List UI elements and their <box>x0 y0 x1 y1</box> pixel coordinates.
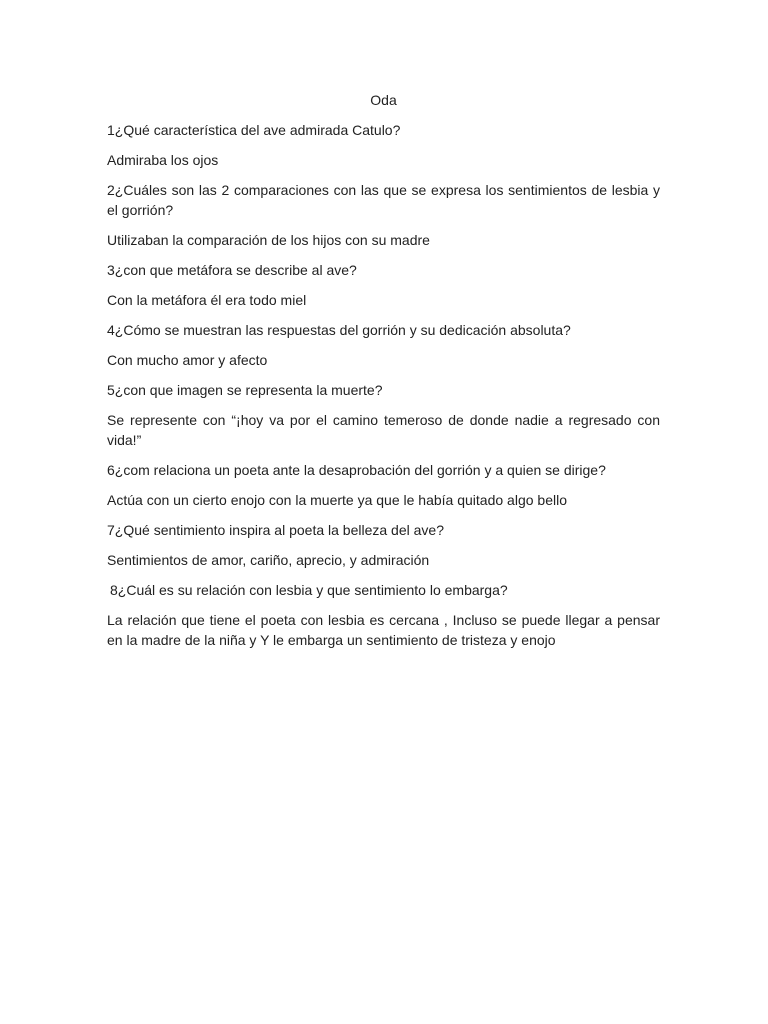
document-body <box>107 90 660 660</box>
question-8: 8¿Cuál es su relación con lesbia y que sentimiento lo embarga? <box>110 582 508 598</box>
question-6: 6¿com relaciona un poeta ante la desaprobación del gorrión y a quien se dirige? <box>107 462 606 478</box>
question-1: 1¿Qué característica del ave admirada Catulo? <box>107 122 401 138</box>
answer-8: La relación que tiene el poeta con lesbia es cercana , Incluso se puede llegar a pensar en la madre de la niña y Y le embarga un sentimiento de tristeza y enojo <box>107 612 660 648</box>
document-title: Oda <box>370 92 397 108</box>
question-7: 7¿Qué sentimiento inspira al poeta la belleza del ave? <box>107 522 444 538</box>
question-5: 5¿con que imagen se representa la muerte? <box>107 382 383 398</box>
question-3: 3¿con que metáfora se describe al ave? <box>107 262 357 278</box>
answer-2: Utilizaban la comparación de los hijos con su madre <box>107 232 430 248</box>
answer-5: Se represente con “¡hoy va por el camino temeroso de donde nadie a regresado con vida!” <box>107 412 660 448</box>
answer-1: Admiraba los ojos <box>107 152 219 168</box>
answer-4: Con mucho amor y afecto <box>107 352 268 368</box>
answer-7: Sentimientos de amor, cariño, aprecio, y admiración <box>107 552 430 568</box>
answer-6: Actúa con un cierto enojo con la muerte ya que le había quitado algo bello <box>107 492 567 508</box>
question-2: 2¿Cuáles son las 2 comparaciones con las que se expresa los sentimientos de lesbia y el gorrión? <box>107 182 660 218</box>
answer-3: Con la metáfora él era todo miel <box>107 292 307 308</box>
question-4: 4¿Cómo se muestran las respuestas del gorrión y su dedicación absoluta? <box>107 322 571 338</box>
